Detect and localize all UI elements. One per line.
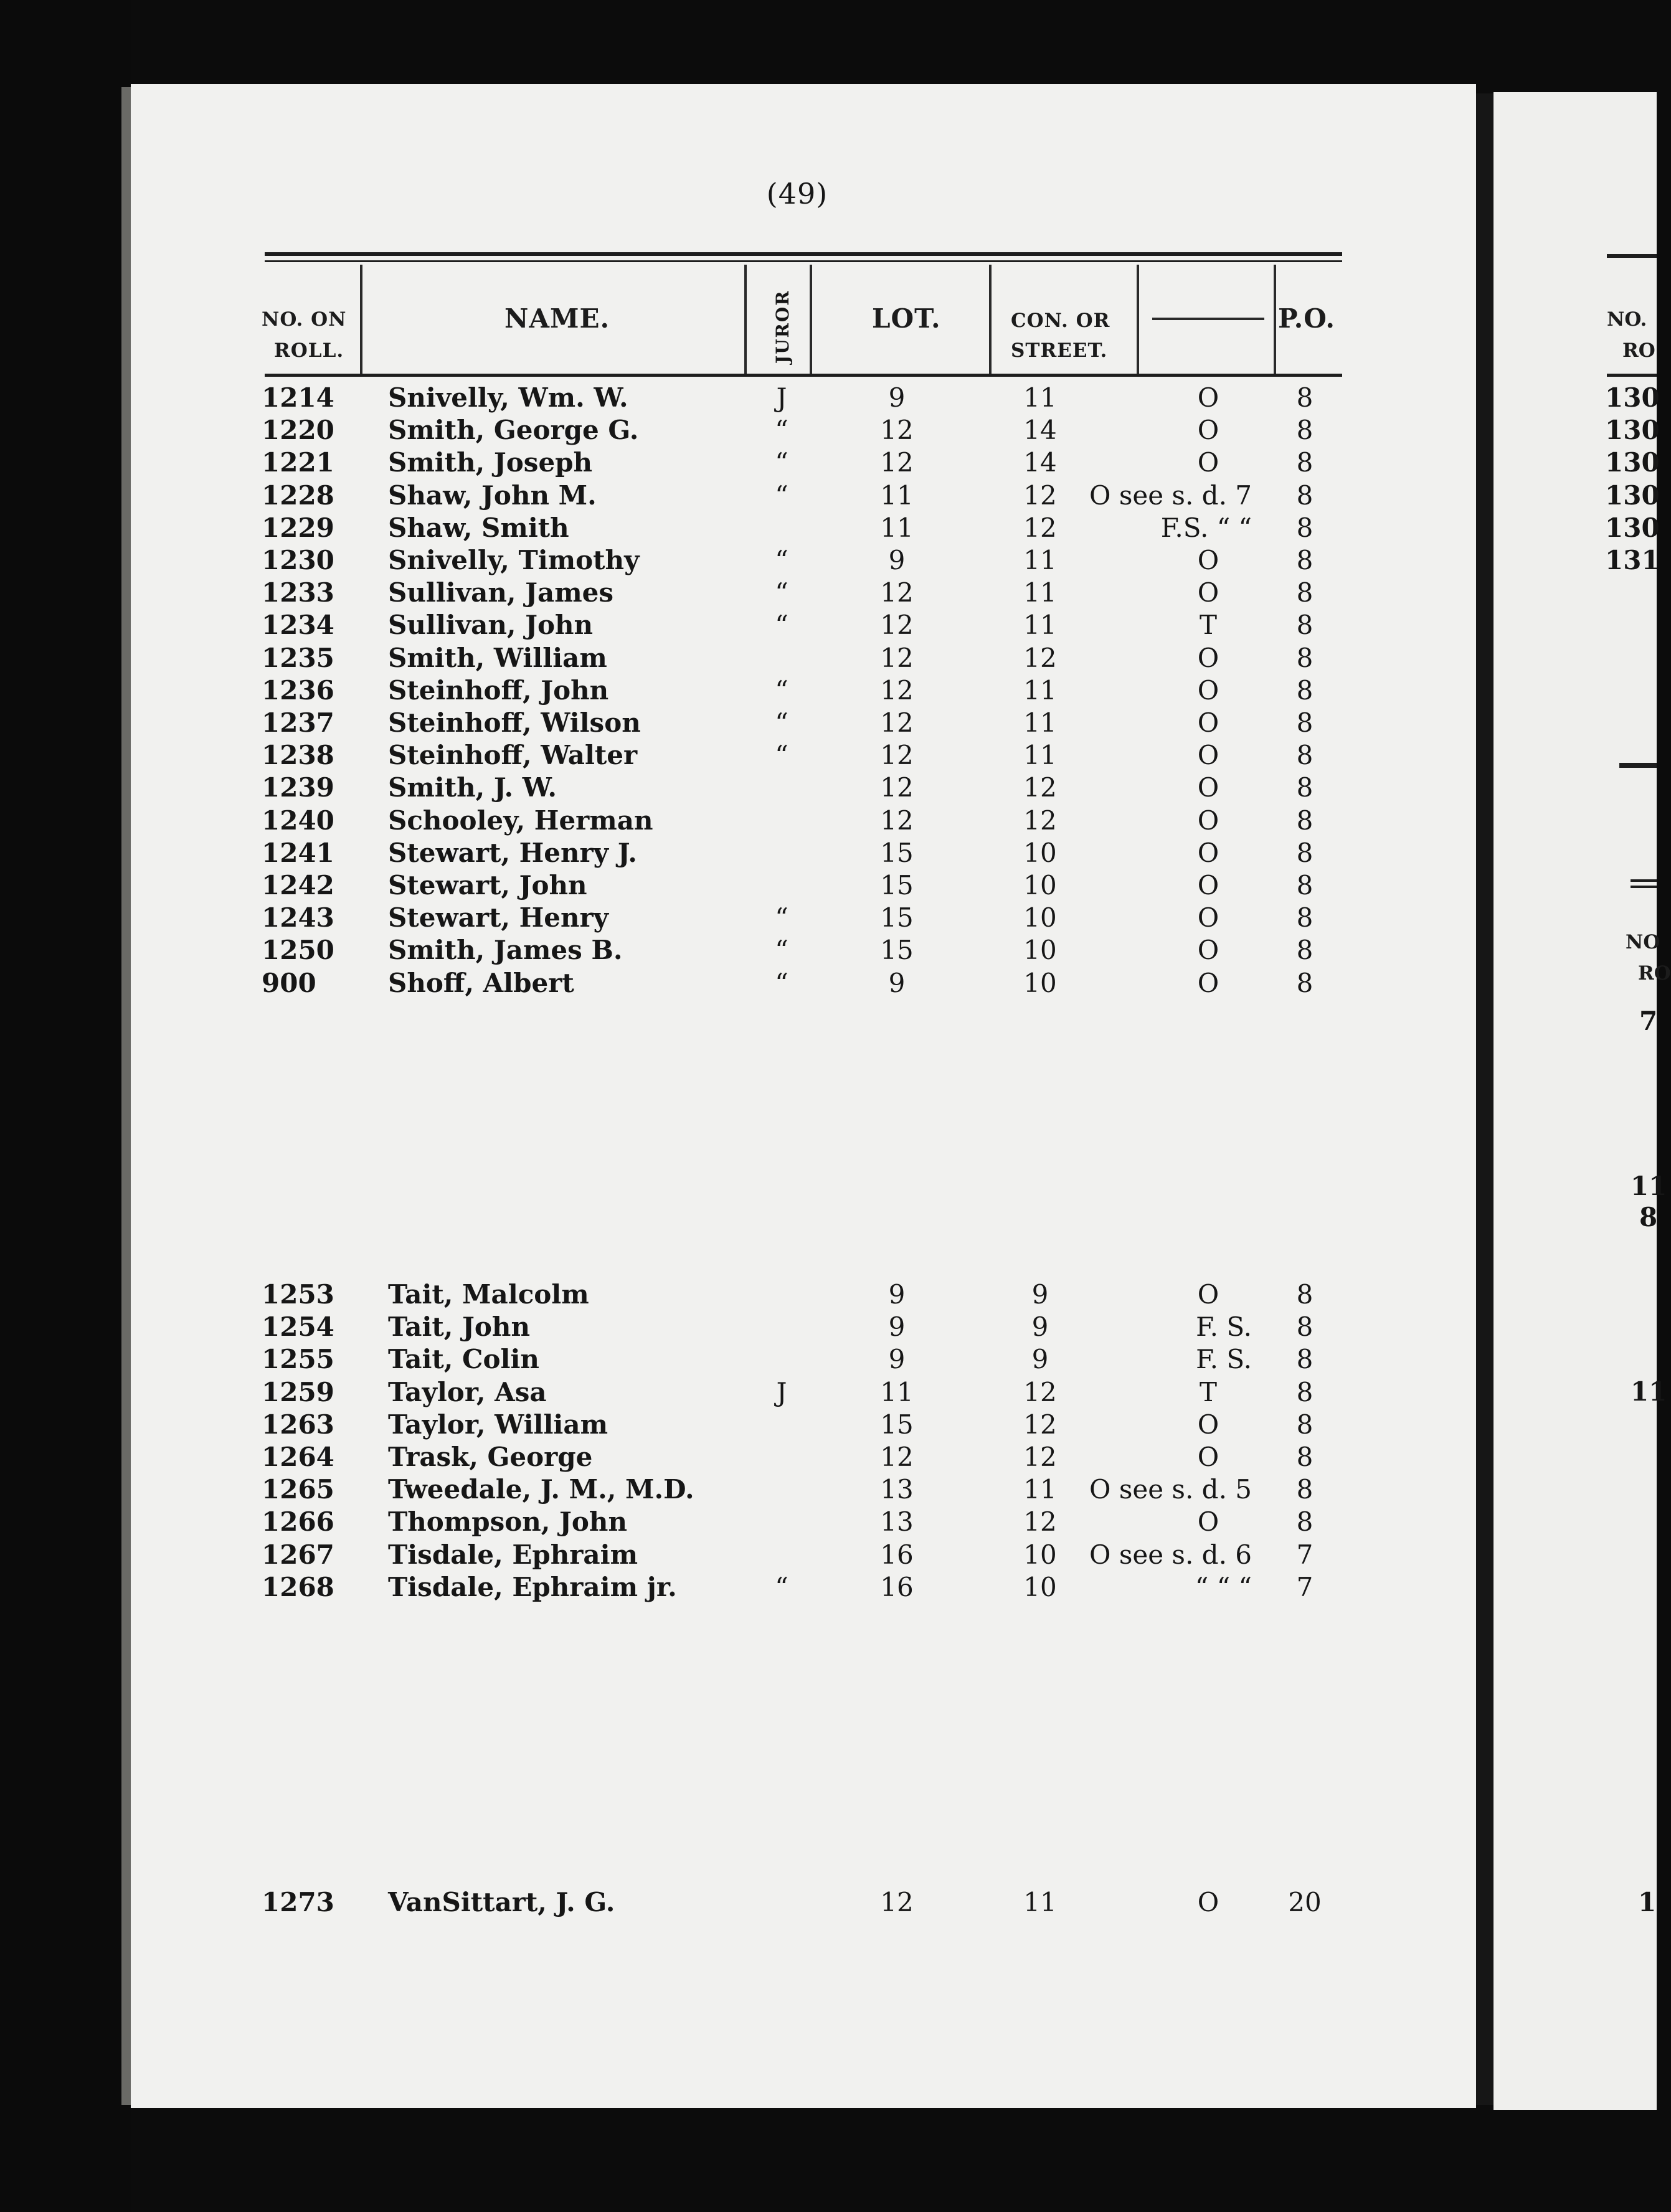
table-row xyxy=(0,870,1345,902)
lot-number: 9 xyxy=(888,1344,906,1375)
header-po: P.O. xyxy=(1278,303,1335,334)
facing-roll-number: 131 xyxy=(1605,545,1660,575)
elector-name: Snivelly, Timothy xyxy=(388,545,640,575)
table-row xyxy=(0,577,1345,610)
table-row xyxy=(0,1887,1345,1919)
elector-name: Thompson, John xyxy=(388,1506,628,1538)
roll-number: 1243 xyxy=(262,902,334,933)
facing-header-no: NO. xyxy=(1607,308,1647,331)
page-number: (49) xyxy=(766,177,828,210)
status-code: O xyxy=(1197,545,1219,575)
juror-mark: “ xyxy=(775,935,788,966)
juror-mark: “ xyxy=(775,480,788,511)
roll-number: 900 xyxy=(262,967,316,998)
concession-number: 12 xyxy=(1023,1442,1057,1472)
elector-name: Tisdale, Ephraim xyxy=(388,1539,638,1570)
concession-number: 12 xyxy=(1023,642,1057,673)
status-code: O see s. d. 7 xyxy=(1089,480,1252,511)
lot-number: 12 xyxy=(880,642,914,673)
elector-name: Stewart, John xyxy=(388,870,587,900)
facing-roll-number: 130 xyxy=(1605,512,1660,543)
roll-number: 1263 xyxy=(262,1409,334,1440)
lot-number: 12 xyxy=(880,707,914,738)
concession-number: 11 xyxy=(1023,1887,1057,1917)
elector-name: Steinhoff, John xyxy=(388,674,609,706)
table-row xyxy=(0,1442,1345,1474)
juror-mark: J xyxy=(776,1376,787,1407)
header-juror: JUROR xyxy=(772,290,793,364)
roll-number: 1240 xyxy=(262,805,334,836)
juror-mark: “ xyxy=(775,1571,788,1602)
concession-number: 11 xyxy=(1023,1474,1057,1505)
post-office-number: 8 xyxy=(1296,1409,1314,1440)
concession-number: 10 xyxy=(1023,1571,1057,1602)
post-office-number: 8 xyxy=(1296,772,1314,803)
facing-roll-number: 130 xyxy=(1605,480,1660,511)
post-office-number: 8 xyxy=(1296,1376,1314,1407)
roll-number: 1266 xyxy=(262,1506,334,1538)
table-row xyxy=(0,415,1345,447)
concession-number: 10 xyxy=(1023,902,1057,933)
col-divider xyxy=(1274,265,1276,374)
roll-number: 1236 xyxy=(262,674,334,706)
status-code: O xyxy=(1197,837,1219,868)
table-row xyxy=(0,480,1345,513)
status-code: O xyxy=(1197,740,1219,771)
table-row xyxy=(0,675,1345,707)
concession-number: 11 xyxy=(1023,740,1057,771)
juror-mark: “ xyxy=(775,674,788,706)
status-code: O xyxy=(1197,1279,1219,1310)
concession-number: 9 xyxy=(1031,1344,1049,1375)
post-office-number: 8 xyxy=(1296,837,1314,868)
lot-number: 9 xyxy=(888,382,906,413)
table-row xyxy=(0,772,1345,805)
lot-number: 11 xyxy=(880,1376,914,1407)
status-code: T xyxy=(1199,1376,1217,1407)
facing-roll-number: 1 xyxy=(1638,1887,1657,1917)
roll-number: 1233 xyxy=(262,577,334,608)
roll-number: 1254 xyxy=(262,1312,334,1343)
elector-name: Shaw, John M. xyxy=(388,480,597,511)
lot-number: 16 xyxy=(880,1539,914,1570)
table-row xyxy=(0,1539,1345,1572)
facing-roll-number: 8 xyxy=(1639,1202,1658,1232)
facing-roll-number: 11 xyxy=(1631,1171,1667,1201)
concession-number: 9 xyxy=(1031,1279,1049,1310)
post-office-number: 8 xyxy=(1296,447,1314,478)
elector-name: Steinhoff, Wilson xyxy=(388,707,641,738)
lot-number: 12 xyxy=(880,1887,914,1917)
elector-name: Smith, James B. xyxy=(388,935,623,966)
status-code: T xyxy=(1199,610,1217,641)
roll-number: 1242 xyxy=(262,870,334,900)
status-code: O xyxy=(1197,1887,1219,1917)
status-code: O xyxy=(1197,772,1219,803)
status-code: O xyxy=(1197,1506,1219,1538)
lot-number: 15 xyxy=(880,1409,914,1440)
col-divider xyxy=(744,265,747,374)
status-code: O xyxy=(1197,642,1219,673)
table-row xyxy=(0,740,1345,772)
status-code: F.S. “ “ xyxy=(1160,512,1252,543)
roll-number: 1220 xyxy=(262,415,334,446)
elector-name: Smith, William xyxy=(388,642,607,673)
facing-header2-roll: RO xyxy=(1638,962,1671,985)
table-row xyxy=(0,1474,1345,1506)
post-office-number: 8 xyxy=(1296,1344,1314,1375)
table-row xyxy=(0,545,1345,577)
lot-number: 12 xyxy=(880,447,914,478)
roll-number: 1221 xyxy=(262,447,334,478)
juror-mark: “ xyxy=(775,577,788,608)
facing-roll-number: 11 xyxy=(1631,1376,1667,1407)
concession-number: 11 xyxy=(1023,707,1057,738)
table-row xyxy=(0,1312,1345,1344)
concession-number: 11 xyxy=(1023,545,1057,575)
lot-number: 9 xyxy=(888,1312,906,1343)
post-office-number: 8 xyxy=(1296,480,1314,511)
post-office-number: 8 xyxy=(1296,674,1314,706)
status-code: F. S. xyxy=(1196,1344,1252,1375)
concession-number: 10 xyxy=(1023,837,1057,868)
roll-number: 1273 xyxy=(262,1887,334,1917)
col-divider xyxy=(989,265,992,374)
roll-number: 1259 xyxy=(262,1376,334,1407)
table-row xyxy=(0,382,1345,415)
header-no-on: NO. ON xyxy=(262,308,347,331)
elector-name: Snivelly, Wm. W. xyxy=(388,382,628,413)
post-office-number: 8 xyxy=(1296,512,1314,543)
elector-name: Taylor, William xyxy=(388,1409,608,1440)
scan-left-margin xyxy=(0,0,131,2212)
status-code: O xyxy=(1197,1409,1219,1440)
roll-number: 1230 xyxy=(262,545,334,575)
elector-name: VanSittart, J. G. xyxy=(388,1887,615,1917)
concession-number: 14 xyxy=(1023,415,1057,446)
table-row xyxy=(0,968,1345,1000)
juror-mark: “ xyxy=(775,707,788,738)
header-top-rule-thin xyxy=(265,260,1342,262)
concession-number: 12 xyxy=(1023,1409,1057,1440)
concession-number: 12 xyxy=(1023,1376,1057,1407)
juror-mark: J xyxy=(776,382,787,413)
post-office-number: 8 xyxy=(1296,935,1314,966)
elector-name: Smith, Joseph xyxy=(388,447,593,478)
facing-roll-number: 130 xyxy=(1605,415,1660,446)
roll-number: 1267 xyxy=(262,1539,334,1570)
table-row xyxy=(0,1506,1345,1539)
table-row xyxy=(0,707,1345,740)
book-gutter xyxy=(1476,93,1495,2105)
facing-double-rule xyxy=(1631,879,1657,882)
status-code: O xyxy=(1197,902,1219,933)
table-row xyxy=(0,1572,1345,1604)
roll-number: 1255 xyxy=(262,1344,334,1375)
elector-name: Smith, George G. xyxy=(388,415,639,446)
lot-number: 12 xyxy=(880,805,914,836)
status-code: O xyxy=(1197,577,1219,608)
post-office-number: 8 xyxy=(1296,1312,1314,1343)
header-street: STREET. xyxy=(1011,339,1108,362)
concession-number: 12 xyxy=(1023,772,1057,803)
elector-name: Stewart, Henry xyxy=(388,902,609,933)
facing-header2-no: NO xyxy=(1626,931,1660,953)
concession-number: 10 xyxy=(1023,870,1057,900)
status-code: O see s. d. 6 xyxy=(1089,1539,1252,1570)
concession-number: 9 xyxy=(1031,1312,1049,1343)
table-row xyxy=(0,447,1345,480)
elector-name: Stewart, Henry J. xyxy=(388,837,637,868)
elector-name: Tait, Colin xyxy=(388,1344,539,1375)
roll-number: 1238 xyxy=(262,740,334,771)
elector-name: Tait, Malcolm xyxy=(388,1279,589,1310)
concession-number: 11 xyxy=(1023,577,1057,608)
post-office-number: 8 xyxy=(1296,1442,1314,1472)
lot-number: 12 xyxy=(880,610,914,641)
header-bottom-rule xyxy=(265,374,1342,377)
elector-name: Schooley, Herman xyxy=(388,805,653,836)
lot-number: 11 xyxy=(880,512,914,543)
status-code: O see s. d. 5 xyxy=(1089,1474,1252,1505)
roll-number: 1229 xyxy=(262,512,334,543)
elector-name: Taylor, Asa xyxy=(388,1376,547,1407)
status-code: O xyxy=(1197,415,1219,446)
status-code: O xyxy=(1197,707,1219,738)
juror-mark: “ xyxy=(775,545,788,575)
table-row xyxy=(0,1344,1345,1376)
post-office-number: 8 xyxy=(1296,740,1314,771)
col-divider xyxy=(1137,265,1139,374)
post-office-number: 8 xyxy=(1296,870,1314,900)
table-row xyxy=(0,1279,1345,1312)
status-code: O xyxy=(1197,674,1219,706)
post-office-number: 8 xyxy=(1296,1506,1314,1538)
post-office-number: 8 xyxy=(1296,382,1314,413)
lot-number: 12 xyxy=(880,415,914,446)
juror-mark: “ xyxy=(775,415,788,446)
table-row xyxy=(0,805,1345,838)
post-office-number: 8 xyxy=(1296,967,1314,998)
juror-mark: “ xyxy=(775,902,788,933)
lot-number: 12 xyxy=(880,577,914,608)
facing-header-roll: RO xyxy=(1622,339,1655,362)
elector-name: Tisdale, Ephraim jr. xyxy=(388,1571,677,1602)
lot-number: 9 xyxy=(888,545,906,575)
post-office-number: 8 xyxy=(1296,707,1314,738)
table-row xyxy=(0,513,1345,545)
roll-number: 1235 xyxy=(262,642,334,673)
post-office-number: 7 xyxy=(1296,1571,1314,1602)
elector-name: Tait, John xyxy=(388,1312,531,1343)
lot-number: 13 xyxy=(880,1506,914,1538)
lot-number: 16 xyxy=(880,1571,914,1602)
facing-header-rule xyxy=(1607,254,1657,258)
concession-number: 11 xyxy=(1023,382,1057,413)
post-office-number: 8 xyxy=(1296,805,1314,836)
facing-header-rule xyxy=(1607,374,1657,377)
post-office-number: 8 xyxy=(1296,577,1314,608)
header-top-rule xyxy=(265,252,1342,256)
post-office-number: 8 xyxy=(1296,902,1314,933)
concession-number: 12 xyxy=(1023,512,1057,543)
roll-number: 1264 xyxy=(262,1442,334,1472)
facing-roll-number: 7 xyxy=(1639,1006,1658,1036)
post-office-number: 8 xyxy=(1296,545,1314,575)
concession-number: 12 xyxy=(1023,1506,1057,1538)
post-office-number: 8 xyxy=(1296,1279,1314,1310)
lot-number: 12 xyxy=(880,740,914,771)
concession-number: 11 xyxy=(1023,610,1057,641)
concession-number: 12 xyxy=(1023,805,1057,836)
lot-number: 12 xyxy=(880,674,914,706)
concession-number: 12 xyxy=(1023,480,1057,511)
roll-number: 1241 xyxy=(262,837,334,868)
facing-double-rule xyxy=(1631,886,1657,888)
status-code: O xyxy=(1197,967,1219,998)
concession-number: 10 xyxy=(1023,967,1057,998)
juror-mark: “ xyxy=(775,740,788,771)
roll-number: 1234 xyxy=(262,610,334,641)
lot-number: 15 xyxy=(880,837,914,868)
lot-number: 12 xyxy=(880,1442,914,1472)
lot-number: 12 xyxy=(880,772,914,803)
table-row xyxy=(0,1377,1345,1409)
juror-mark: “ xyxy=(775,967,788,998)
post-office-number: 8 xyxy=(1296,610,1314,641)
status-code: O xyxy=(1197,1442,1219,1472)
post-office-number: 8 xyxy=(1296,415,1314,446)
table-row xyxy=(0,610,1345,642)
elector-name: Smith, J. W. xyxy=(388,772,557,803)
roll-number: 1237 xyxy=(262,707,334,738)
table-row xyxy=(0,838,1345,870)
concession-number: 10 xyxy=(1023,935,1057,966)
col-divider xyxy=(360,265,362,374)
concession-number: 14 xyxy=(1023,447,1057,478)
table-row xyxy=(0,1409,1345,1442)
juror-mark: “ xyxy=(775,610,788,641)
elector-name: Sullivan, John xyxy=(388,610,594,641)
roll-number: 1265 xyxy=(262,1474,334,1505)
lot-number: 15 xyxy=(880,902,914,933)
roll-number: 1253 xyxy=(262,1279,334,1310)
roll-number: 1250 xyxy=(262,935,334,966)
elector-name: Trask, George xyxy=(388,1442,593,1472)
status-code: O xyxy=(1197,870,1219,900)
header-con-or: CON. OR xyxy=(1011,310,1110,332)
post-office-number: 7 xyxy=(1296,1539,1314,1570)
lot-number: 15 xyxy=(880,870,914,900)
lot-number: 13 xyxy=(880,1474,914,1505)
table-row xyxy=(0,902,1345,935)
elector-name: Shaw, Smith xyxy=(388,512,569,543)
post-office-number: 20 xyxy=(1288,1887,1322,1917)
elector-name: Shoff, Albert xyxy=(388,967,574,998)
concession-number: 10 xyxy=(1023,1539,1057,1570)
elector-name: Steinhoff, Walter xyxy=(388,740,638,771)
status-code: F. S. xyxy=(1196,1312,1252,1343)
status-code: O xyxy=(1197,382,1219,413)
col-divider xyxy=(810,265,812,374)
status-code: O xyxy=(1197,447,1219,478)
facing-roll-number: 130 xyxy=(1605,447,1660,478)
table-row xyxy=(0,643,1345,675)
facing-dash xyxy=(1619,763,1657,768)
header-blank-column xyxy=(1152,318,1264,320)
juror-mark: “ xyxy=(775,447,788,478)
header-roll: ROLL. xyxy=(274,339,344,362)
facing-roll-number: 130 xyxy=(1605,382,1660,413)
post-office-number: 8 xyxy=(1296,1474,1314,1505)
post-office-number: 8 xyxy=(1296,642,1314,673)
elector-name: Tweedale, J. M., M.D. xyxy=(388,1474,694,1505)
table-row xyxy=(0,935,1345,967)
status-code: “ “ “ xyxy=(1195,1571,1252,1602)
lot-number: 11 xyxy=(880,480,914,511)
status-code: O xyxy=(1197,805,1219,836)
header-lot: LOT. xyxy=(872,303,941,334)
roll-number: 1268 xyxy=(262,1571,334,1602)
header-name: NAME. xyxy=(504,303,610,334)
lot-number: 15 xyxy=(880,935,914,966)
concession-number: 11 xyxy=(1023,674,1057,706)
status-code: O xyxy=(1197,935,1219,966)
lot-number: 9 xyxy=(888,967,906,998)
elector-name: Sullivan, James xyxy=(388,577,614,608)
lot-number: 9 xyxy=(888,1279,906,1310)
roll-number: 1239 xyxy=(262,772,334,803)
roll-number: 1214 xyxy=(262,382,334,413)
roll-number: 1228 xyxy=(262,480,334,511)
